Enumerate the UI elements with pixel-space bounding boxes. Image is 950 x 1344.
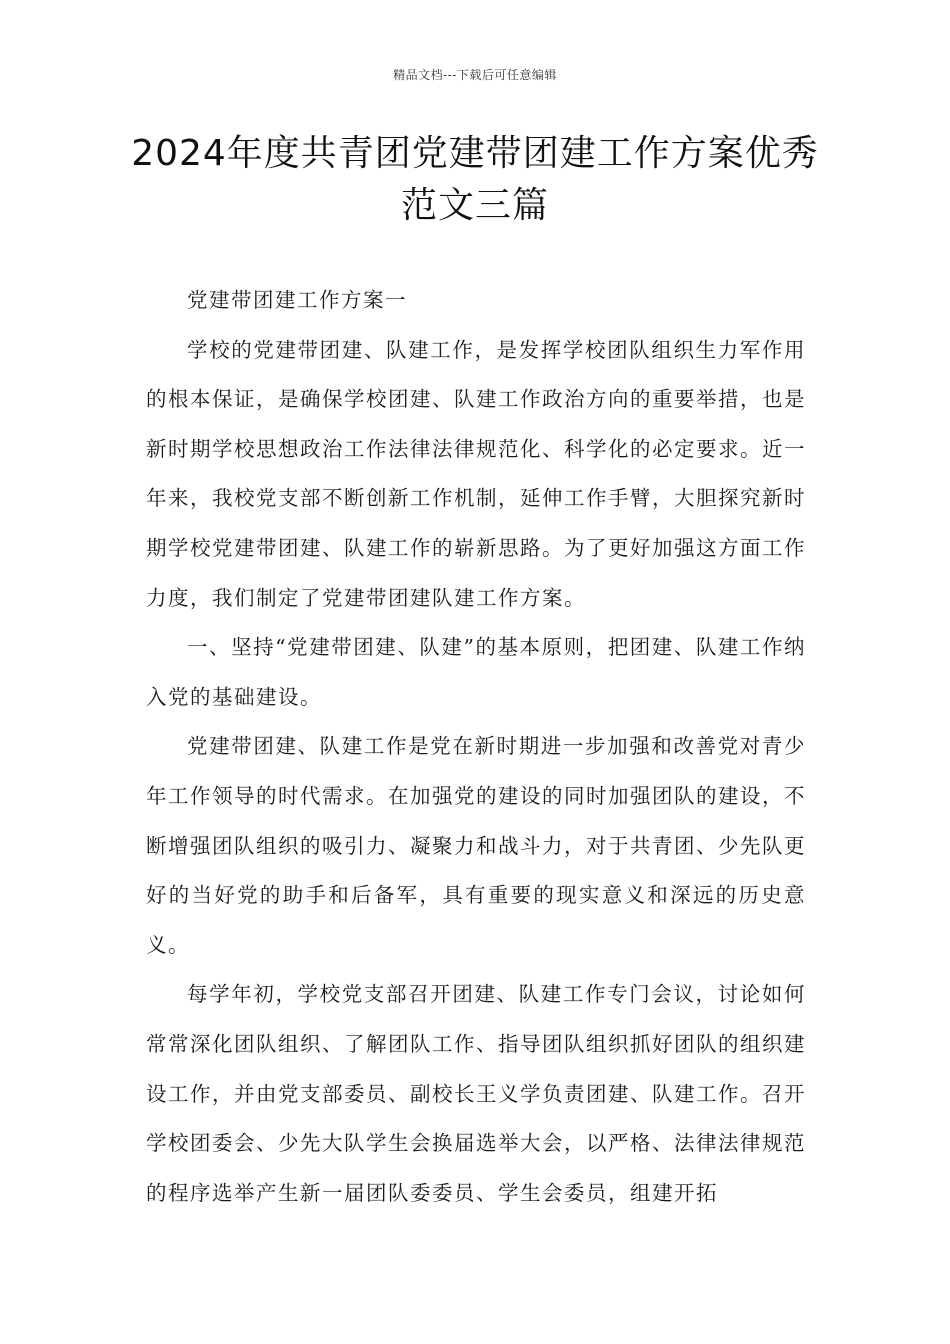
paragraph: 党建带团建、队建工作是党在新时期进一步加强和改善党对青少年工作领导的时代需求。在加强党的建设的同时加强团队的建设，不断增强团队组织的吸引力、凝聚力和战斗力，对于共青团、少先队更好的当好党的助手和后备军，具有重要的现实意义和深远的历史意义。 [146,734,806,957]
paragraph: 一、坚持“党建带团建、队建”的基本原则，把团建、队建工作纳入党的基础建设。 [146,635,806,709]
paragraph: 每学年初，学校党支部召开团建、队建工作专门会议，讨论如何常常深化团队组织、了解团队工作、指导团队组织抓好团队的组织建设工作，并由党支部委员、副校长王义学负责团建、队建工作。召开学校团委会、少先大队学生会换届选举大会，以严格、法律法律规范的程序选举产生新一届团队委委员、学生会委员，组建开拓 [146,982,806,1205]
document-body [146,276,806,1218]
paragraph: 学校的党建带团建、队建工作，是发挥学校团队组织生力军作用的根本保证，是确保学校团建、队建工作政治方向的重要举措，也是新时期学校思想政治工作法律法律规范化、科学化的必定要求。近一年来，我校党支部不断创新工作机制，延伸工作手臂，大胆探究新时期学校党建带团建、队建工作的崭新思路。为了更好加强这方面工作力度，我们制定了党建带团建队建工作方案。 [146,337,806,610]
header-note: 精品文档---下载后可任意编辑 [393,68,557,82]
section-heading: 党建带团建工作方案一 [187,288,407,312]
document-title: 2024年度共青团党建带团建工作方案优秀范文三篇 [131,133,819,226]
